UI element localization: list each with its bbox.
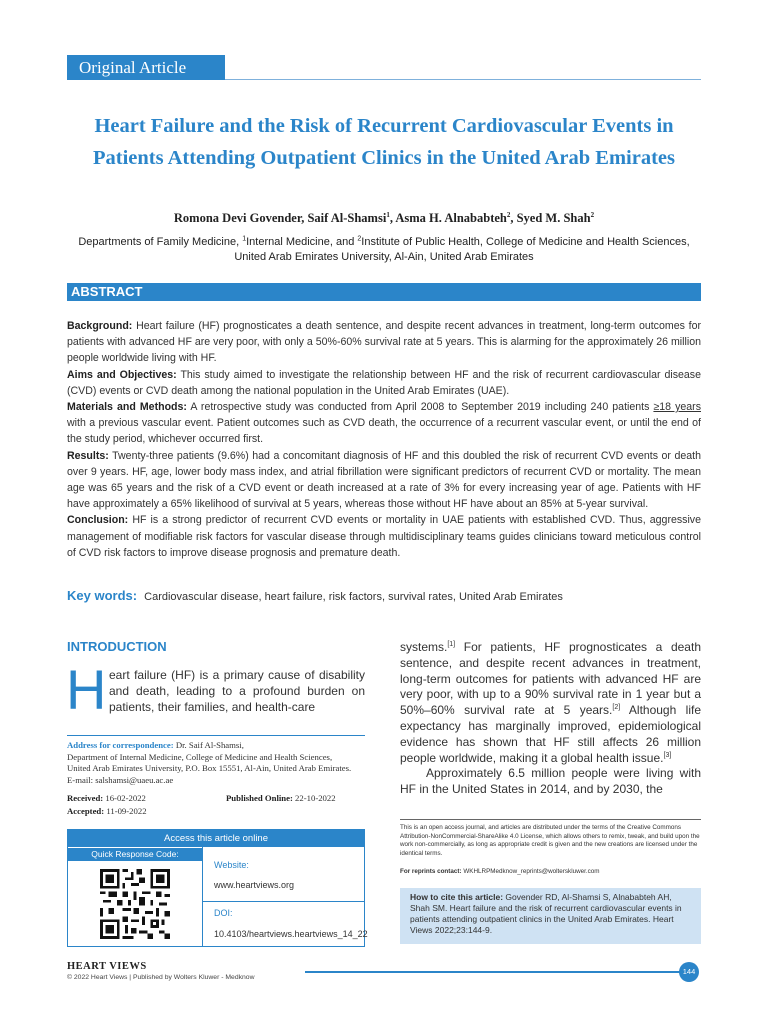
author-list bbox=[60, 211, 708, 226]
author-sup: 2 bbox=[506, 210, 511, 219]
abstract-background bbox=[67, 318, 701, 367]
drop-cap: H bbox=[66, 658, 107, 721]
methods-text: A retrospective study was conducted from April 2008 to September 2019 including 240 patients bbox=[190, 401, 654, 414]
access-box bbox=[67, 829, 368, 947]
website-label: Website: bbox=[214, 860, 249, 870]
access-divider-h bbox=[202, 901, 364, 902]
methods-text-2: with a previous vascular event. Patient outcomes such as CVD death, the occurrence of a recurrent vascular event, or until the end of the study period, whichever occurred first. bbox=[67, 417, 701, 446]
reprints-line bbox=[400, 868, 701, 875]
correspondence-block bbox=[67, 740, 365, 786]
abstract-aims bbox=[67, 367, 701, 399]
footer-rule bbox=[305, 971, 683, 973]
affil-text: Institute of Public Health, College of Medicine and Health Sciences, bbox=[361, 236, 690, 248]
affiliation bbox=[60, 235, 708, 265]
doi-label: DOI: bbox=[214, 908, 233, 918]
published-date bbox=[226, 793, 336, 803]
author-text: , Syed M. Shah bbox=[510, 211, 591, 225]
correspondence-rule bbox=[67, 735, 365, 736]
access-divider-v bbox=[202, 847, 203, 947]
conclusion-label: Conclusion: bbox=[67, 514, 129, 527]
abstract-body bbox=[67, 318, 701, 561]
affil-text: Departments of Family Medicine, bbox=[78, 236, 243, 248]
methods-age: ≥18 years bbox=[653, 401, 701, 414]
accepted-date bbox=[67, 806, 147, 816]
affil-sup: 1 bbox=[242, 235, 247, 243]
background-text: Heart failure (HF) prognosticates a death sentence, and despite recent advances in treatment, long-term outcomes for patients with advanced HF are very poor, with only a 50%-60% survival rate at 5 years. This is alarming for the approximately 26 million people worldwide living with HF. bbox=[67, 320, 701, 365]
intro-heading: INTRODUCTION bbox=[67, 639, 167, 654]
aims-text: This study aimed to investigate the relationship between HF and the risk of recurrent cardiovascular disease (CVD) events or CVD death among the national population in the United Arab Emirates (UAE). bbox=[67, 368, 701, 397]
author-sup: 1 bbox=[386, 210, 390, 219]
affil-sup: 2 bbox=[357, 235, 362, 243]
license-rule bbox=[400, 819, 701, 820]
qr-code-icon[interactable] bbox=[100, 869, 170, 939]
background-label: Background: bbox=[67, 320, 133, 332]
affil-text: Internal Medicine, and bbox=[246, 236, 358, 248]
citation-ref[interactable]: [3] bbox=[663, 751, 672, 759]
article-type-badge: Original Article bbox=[67, 55, 225, 80]
reprints-label: For reprints contact: bbox=[400, 868, 462, 875]
keywords-text: Cardiovascular disease, heart failure, risk factors, survival rates, United Arab Emirates bbox=[144, 591, 563, 603]
how-to-cite-box bbox=[400, 888, 701, 944]
abstract-conclusion bbox=[67, 512, 701, 561]
conclusion-text: HF is a strong predictor of recurrent CVD events or mortality in UAE patients with established CVD. Thus, aggressive management of modifiable risk factors for vascular disease through multidisciplinary teams guides clinicians toward meticulous control of CVD risk factors to improve disease prognosis and premature death. bbox=[67, 514, 701, 559]
citation-ref[interactable]: [2] bbox=[612, 704, 621, 712]
website-link[interactable]: www.heartviews.org bbox=[214, 880, 295, 890]
abstract-methods bbox=[67, 399, 701, 448]
published-label: Published Online: bbox=[226, 793, 293, 803]
qr-column bbox=[68, 861, 202, 947]
citation-ref[interactable]: [1] bbox=[447, 641, 456, 648]
author-text: , Asma H. Alnababteh bbox=[389, 211, 507, 225]
correspondence-name-line bbox=[67, 740, 365, 752]
results-text: Twenty-three patients (9.6%) had a concomitant diagnosis of HF and this doubled the risk of recurrent CVD events or death over 9 years. HF, age, lower body mass index, and atrial fibrillation were significant predictors of recurrent CVD or mortality. The mean age was 65 years and the risk of a CVD event or death increased at a rate of 3% for every increasing year of age. Patients with HF have approximately a 65% likelihood of survival at 5 years, whereas those without HF have about an 85% at 5-year survival. bbox=[67, 449, 701, 511]
article-title: Heart Failure and the Risk of Recurrent Cardiovascular Events in Patients Attending Outpatient Clinics in the United Arab Emirates bbox=[93, 115, 675, 169]
received-date bbox=[67, 793, 146, 803]
keywords bbox=[67, 588, 701, 603]
intro-right-column bbox=[400, 640, 701, 798]
right-text: systems. bbox=[400, 640, 448, 654]
correspondence-line1: Department of Internal Medicine, College of Medicine and Health Sciences, bbox=[67, 751, 333, 762]
correspondence-label: Address for correspondence: bbox=[67, 740, 174, 750]
accepted-value: 11-09-2022 bbox=[104, 806, 147, 816]
received-value: 16-02-2022 bbox=[103, 793, 146, 803]
accepted-label: Accepted: bbox=[67, 806, 105, 816]
right-text: For patients, HF prognosticates a death sentence, and despite recent advances in treatment, long-term outcomes for patients with advanced HF are very poor, with up to a 90% survival rate in 1 year but a 50%–60% survival rate at 5 years. bbox=[400, 640, 701, 718]
reprints-email[interactable]: WKHLRPMedknow_reprints@wolterskluwer.com bbox=[461, 868, 600, 875]
received-label: Received: bbox=[67, 793, 104, 803]
license-text: This is an open access journal, and articles are distributed under the terms of the Creative Commons Attribution-NonCommercial-ShareAlike 4.0 License, which allows others to remix, tweak, and build upon the work non-commercially, as long as appropriate credit is given and the new creations are licensed under the identical terms. bbox=[400, 824, 700, 857]
methods-label: Materials and Methods: bbox=[67, 401, 187, 414]
cite-label: How to cite this article: bbox=[410, 892, 504, 902]
journal-logo: HEART VIEWS bbox=[67, 961, 147, 972]
cite-text: Govender RD, Al-Shamsi S, Alnababteh AH, Shah SM. Heart failure and the risk of recurrent cardiovascular events in patients attending outpatient clinics in the United Arab Emirates. Heart Views 2022;23:144-9. bbox=[410, 892, 682, 935]
access-heading: Access this article online bbox=[68, 830, 364, 847]
correspondence-name: Dr. Saif Al-Shamsi, bbox=[173, 740, 244, 750]
intro-text: eart failure (HF) is a primary cause of disability and death, leading to a profound burden on patients, their families, and health-care bbox=[109, 668, 365, 714]
right-text: Although life expectancy has marginally improved, epidemiological evidence has shown that HF still affects 26 million people worldwide, making it a global health issue. bbox=[400, 703, 702, 765]
right-paragraph-2: Approximately 6.5 million people were living with HF in the United States in 2014, and by 2030, the bbox=[400, 766, 701, 797]
page-number: 144 bbox=[679, 962, 699, 982]
author-sup: 2 bbox=[590, 210, 595, 219]
results-label: Results: bbox=[67, 449, 109, 462]
publisher-line: © 2022 Heart Views | Published by Wolters Kluwer - Medknow bbox=[67, 974, 255, 981]
doi-link[interactable]: 10.4103/heartviews.heartviews_14_22 bbox=[214, 929, 368, 939]
correspondence-line2: United Arab Emirates University, P.O. Box 15551, Al-Ain, United Arab Emirates. bbox=[67, 763, 352, 773]
keywords-label: Key words: bbox=[67, 588, 138, 603]
abstract-heading: ABSTRACT bbox=[67, 283, 701, 301]
affil-line2: United Arab Emirates University, Al-Ain, United Arab Emirates bbox=[234, 251, 534, 263]
author-text: Romona Devi Govender, Saif Al-Shamsi bbox=[173, 211, 387, 225]
aims-label: Aims and Objectives: bbox=[67, 368, 177, 381]
qr-label: Quick Response Code: bbox=[68, 847, 202, 861]
published-value: 22-10-2022 bbox=[292, 793, 336, 803]
abstract-results bbox=[67, 448, 701, 513]
right-paragraph-1 bbox=[400, 640, 701, 766]
header-rule bbox=[225, 79, 701, 80]
correspondence-email[interactable]: E-mail: salshamsi@uaeu.ac.ae bbox=[67, 774, 174, 785]
